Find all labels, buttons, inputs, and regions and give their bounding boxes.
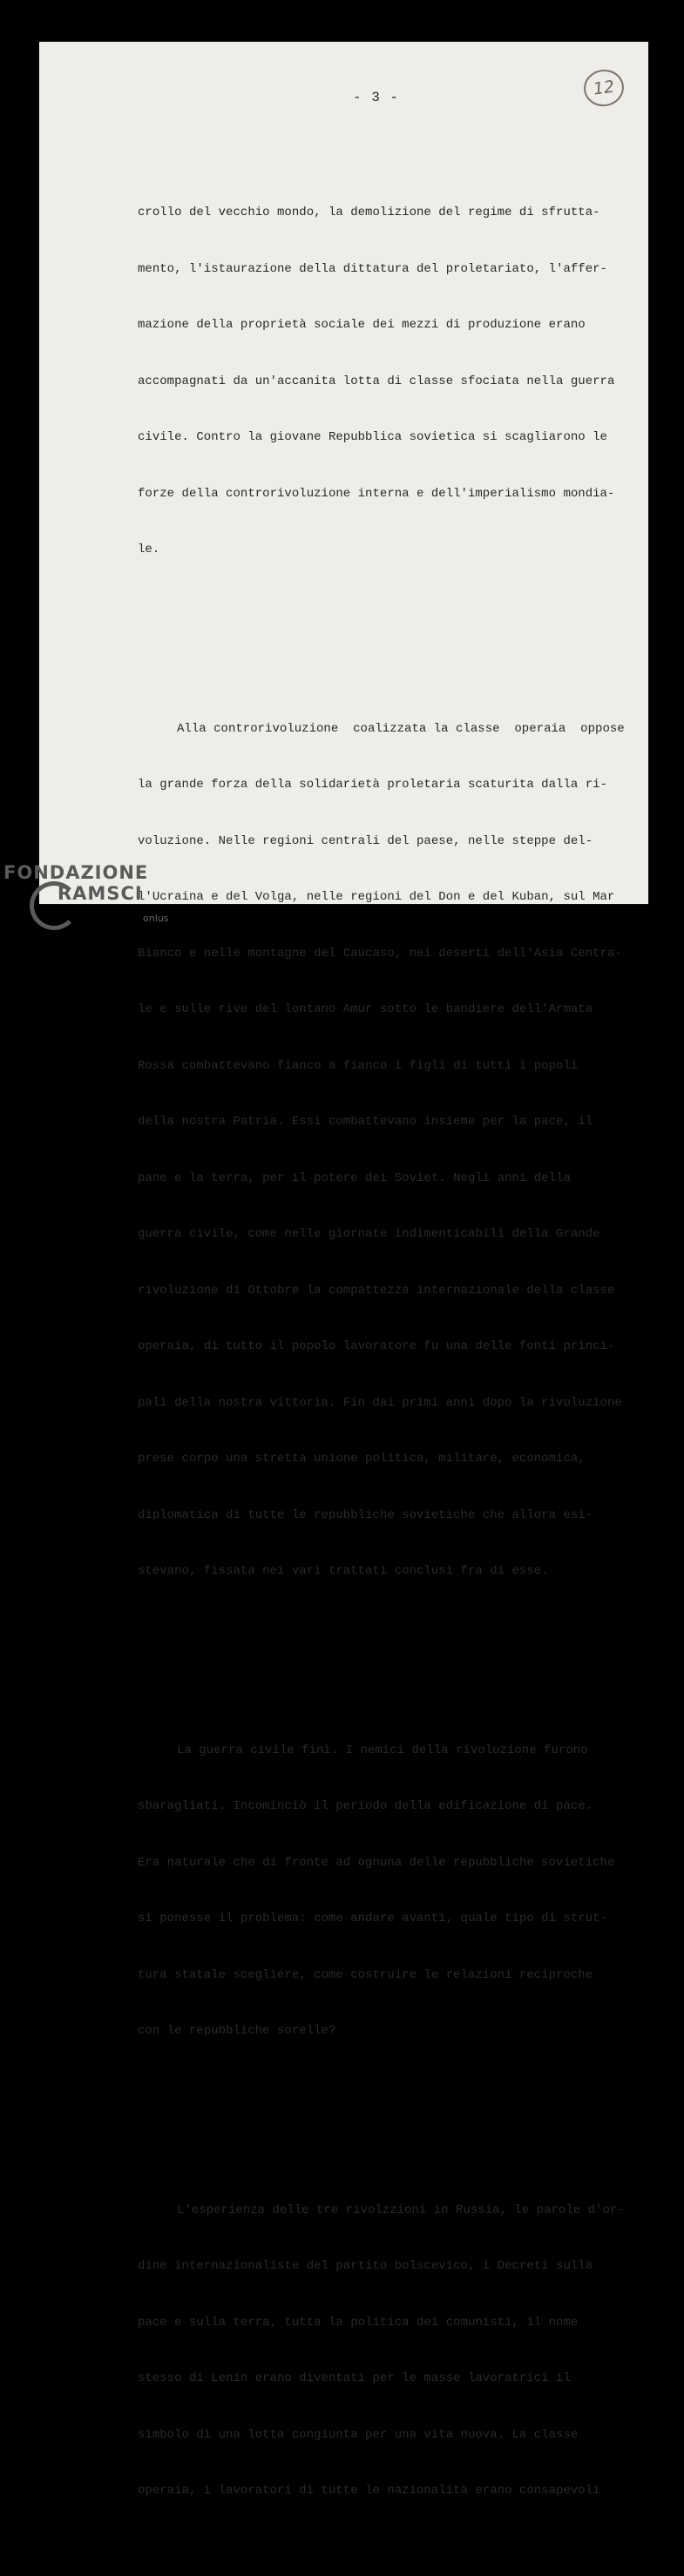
paragraph-2 (138, 683, 645, 1619)
text-line: la grande forza della solidarietà proletaria scaturita dalla ri- (138, 778, 607, 792)
text-line: con le repubbliche sorelle? (138, 2024, 336, 2038)
text-line: L'esperienza delle tre rivolzzioni in Russia, le parole d'or- (177, 2202, 625, 2217)
handwritten-folio-number: 12 (581, 67, 626, 109)
text-line: operaia, di tutto il popolo lavoratore fu una delle fonti princi- (138, 1339, 615, 1353)
fondazione-gramsci-watermark (3, 862, 169, 924)
text-line: mazione della proprietà sociale dei mezzi di produzione erano (138, 318, 586, 332)
text-line: operaia, i lavoratori di tutte le nazionalità erano consapevoli (138, 2484, 600, 2498)
text-line: stevano, fissata nei vari trattati conclusi fra di esse. (138, 1564, 549, 1578)
text-line: stesso di Lenin erano diventati per le masse lavoratrici il (138, 2371, 571, 2385)
text-line: Rossa combattevano fianco a fianco i figli di tutti i popoli (138, 1058, 579, 1073)
text-line: simbolo di una lotta congiunta per una vita nuova. La classe (138, 2427, 579, 2442)
text-line: le. (138, 543, 160, 556)
paragraph-1 (138, 166, 645, 597)
text-line: forze della controrivoluzione interna e dell'imperialismo mondia- (138, 486, 615, 501)
watermark-line-2: RAMSCI (58, 883, 143, 904)
text-line: crollo del vecchio mondo, la demolizione del regime di sfrutta- (138, 206, 600, 219)
text-line: Bianco e nelle montagne del Caucaso, nei deserti dell'Asia Centra- (138, 946, 622, 961)
text-line: l'Ucraina e del Volga, nelle regioni del Don e del Kuban, sul Mar (138, 890, 615, 904)
text-line: diplomatica di tutte le repubbliche sovietiche che allora esi- (138, 1507, 593, 1522)
text-line: Alla controrivoluzione coalizzata la classe operaia oppose (177, 721, 625, 736)
text-line: prese corpo una stretta unione politica, militare, economica, (138, 1452, 586, 1466)
text-line: mento, l'istaurazione della dittatura del proletariato, l'affer- (138, 261, 607, 276)
text-line: civile. Contro la giovane Repubblica sovietica si scagliarono le (138, 430, 607, 444)
text-line: le e sulle rive del lontano Amur sotto le bandiere dell'Armata (138, 1002, 593, 1016)
text-line: pace e sulla terra, tutta la politica dei comunisti, il nome (138, 2315, 579, 2330)
text-line: della nostra Patria. Essi combattevano insieme per la pace, il (138, 1115, 593, 1129)
text-line: guerra civile, come nelle giornate indimenticabili della Grande (138, 1227, 600, 1241)
page-number: - 3 - (353, 90, 400, 105)
watermark-line-1: FONDAZIONE (3, 862, 149, 883)
text-line: Era naturale che di fronte ad ognuna delle repubbliche sovietiche (138, 1855, 615, 1870)
typed-text-body (138, 129, 645, 2576)
paragraph-4 (138, 2164, 645, 2539)
watermark-onlus: onlus (143, 913, 169, 924)
text-line: si ponesse il problema: come andare avanti, quale tipo di strut- (138, 1912, 607, 1925)
paragraph-3 (138, 1704, 645, 2079)
text-line: dine internazionaliste del partito bolscevico, i Decreti sulla (138, 2259, 593, 2273)
text-line: voluzione. Nelle regioni centrali del paese, nelle steppe del- (138, 833, 593, 848)
text-line: tura statale scegliere, come costruire le relazioni reciproche (138, 1967, 593, 1982)
text-line: La guerra civile finì. I nemici della rivoluzione furono (177, 1743, 588, 1757)
text-line: pane e la terra, per il potere dei Soviet. Negli anni della (138, 1170, 571, 1185)
text-line: rivoluzione di Ottobre la compattezza internazionale della classe (138, 1283, 615, 1298)
text-line: sbaragliati. Incominciò il periodo della edificazione di pace. (138, 1799, 593, 1813)
text-line: pali della nostra vittoria. Fin dai primi anni dopo la rivoluzione (138, 1395, 622, 1410)
text-line: accompagnati da un'accanita lotta di classe sfociata nella guerra (138, 374, 615, 388)
gramsci-g-logo-icon (30, 881, 78, 930)
